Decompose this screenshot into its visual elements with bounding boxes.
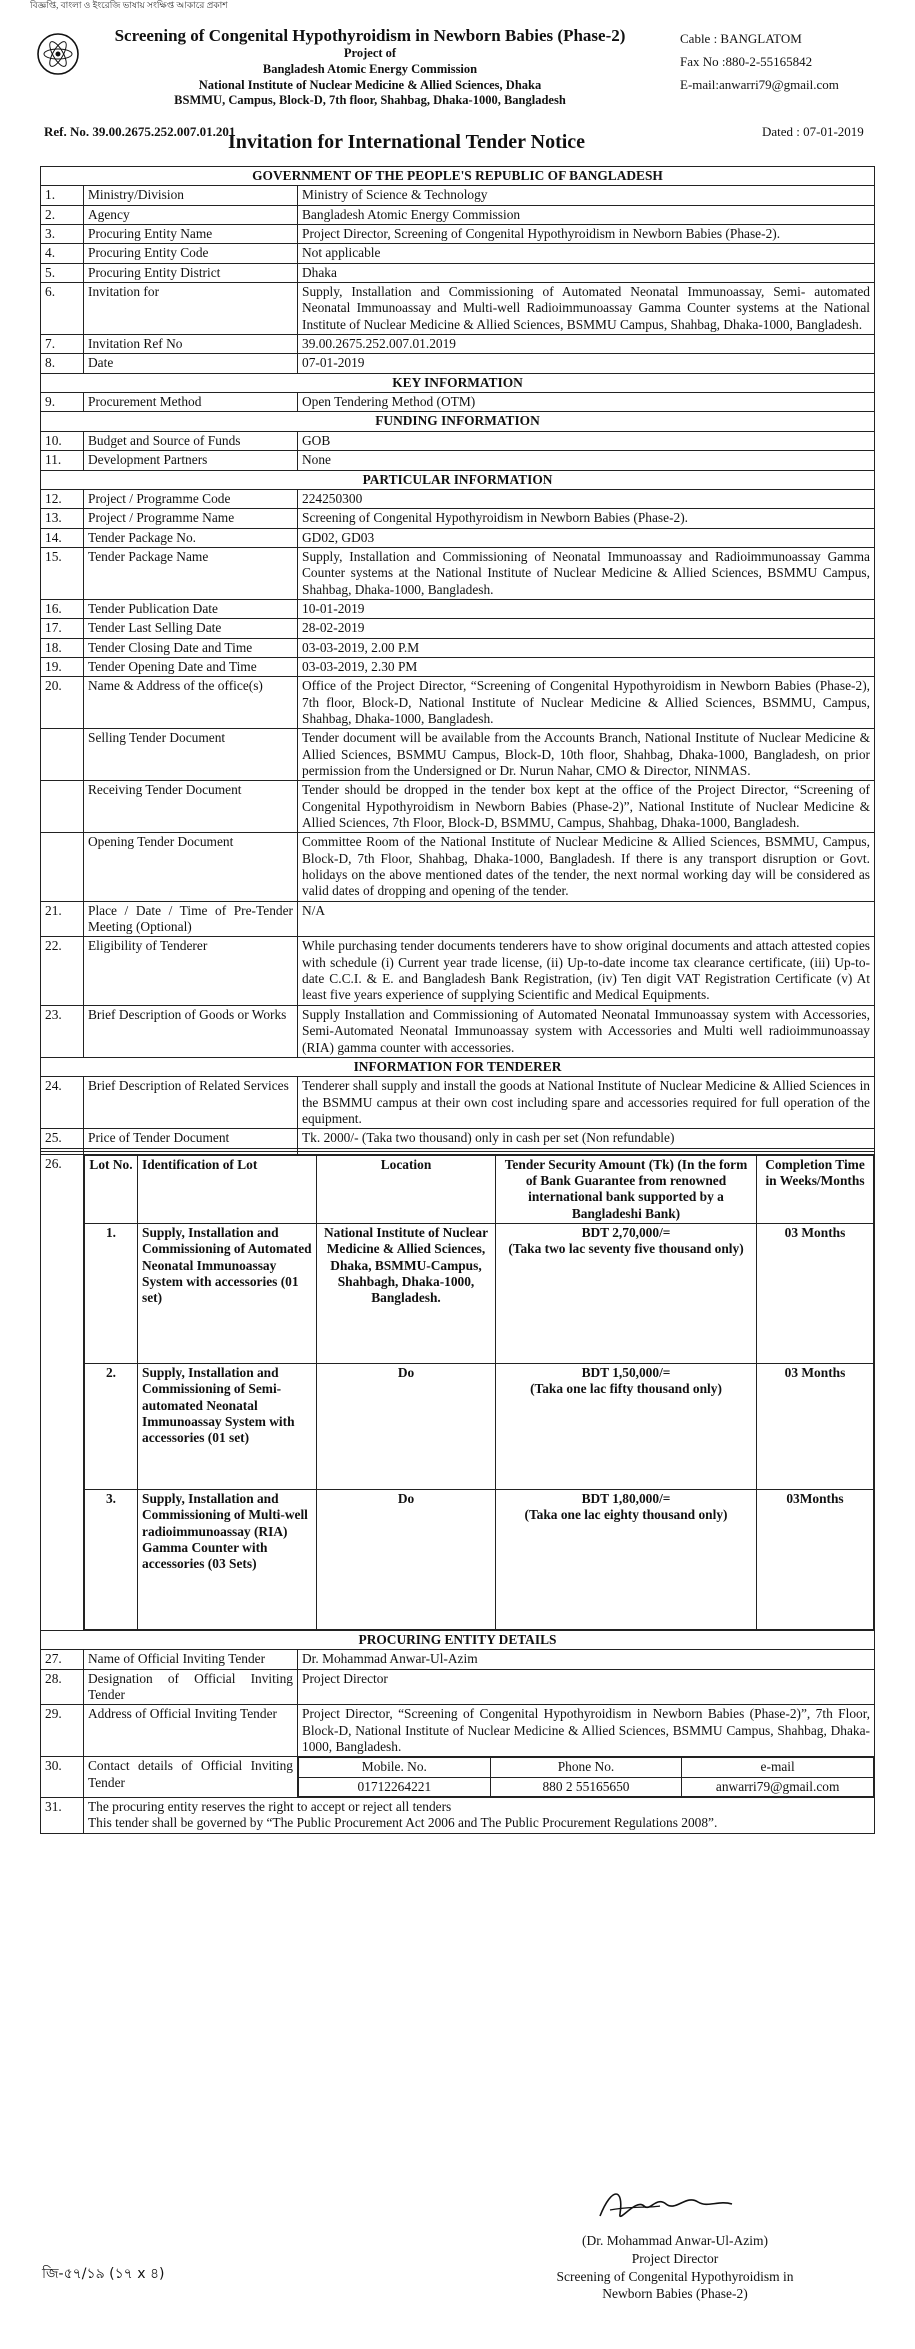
fax-text: Fax No :880-2-55165842 bbox=[680, 53, 813, 69]
section-heading: GOVERNMENT OF THE PEOPLE'S REPUBLIC OF BANGLADESH bbox=[41, 167, 875, 186]
lot-table bbox=[84, 1155, 874, 1630]
row-value: Tender should be dropped in the tender box kept at the office of the Project Director, “Screening of Congenital Hypothyroidism in Newborn Babies (Phase-2)”, National Institute of Nuclear Medicine & Allied Sciences, 7th Floor, Block-D, BSMMU, Campus, Shahbag, Dhaka-1000, Bangladesh. bbox=[298, 781, 875, 833]
row-number: 6. bbox=[41, 283, 84, 335]
lot-item-row bbox=[85, 1363, 874, 1489]
row-label: Project / Programme Code bbox=[84, 489, 298, 508]
lot-identification: Supply, Installation and Commissioning of Automated Neonatal Immunoassay System with accessories (01 set) bbox=[138, 1223, 317, 1363]
row-number: 12. bbox=[41, 489, 84, 508]
signature-block bbox=[30, 2170, 885, 2349]
lot-number: 3. bbox=[85, 1489, 138, 1629]
row-value: 224250300 bbox=[298, 489, 875, 508]
letterhead-contact bbox=[680, 28, 885, 96]
table-row bbox=[41, 431, 875, 450]
footer-code: জি-৫৭/১৯ (১৭ x ৪) bbox=[42, 2266, 165, 2282]
contact-cell bbox=[298, 1757, 875, 1798]
row-value: Dr. Mohammad Anwar-Ul-Azim bbox=[298, 1650, 875, 1669]
row-value: Supply, Installation and Commissioning of Neonatal Immunoassay and Radioimmunoassay Gamma Counter systems at the National Institute of Nuclear Medicine & Allied Sciences, BSMMU Campus, Shahbag, Dhaka-1000, Bangladesh. bbox=[298, 547, 875, 599]
row-value: N/A bbox=[298, 901, 875, 937]
lot-security bbox=[496, 1489, 757, 1629]
row-value: Tender document will be available from the Accounts Branch, National Institute of Nuclear Medicine & Allied Sciences, BSMMU Campus, Block-D, 10th floor, Shahbag, Dhaka-1000, Bangladesh, on prior permission from the Undersigned or Dr. Nurun Nahar, CMO & Director, NINMAS. bbox=[298, 729, 875, 781]
terms-line: This tender shall be governed by “The Public Procurement Act 2006 and The Public Procurement Regulations 2008”. bbox=[88, 1815, 718, 1831]
lot-amount: BDT 2,70,000/= bbox=[581, 1224, 671, 1240]
top-strip-text: বিজ্ঞপ্তি, বাংলা ও ইংরেজি ভাষায় সংক্ষিপ্ত আকারে প্রকাশ bbox=[30, 0, 228, 10]
lot-item-row bbox=[85, 1489, 874, 1629]
contact-header: e-mail bbox=[682, 1758, 874, 1777]
project-title: Screening of Congenital Hypothyroidism in Newborn Babies (Phase-2) bbox=[114, 26, 626, 45]
section-heading: INFORMATION FOR TENDERER bbox=[41, 1057, 875, 1076]
row-label: Selling Tender Document bbox=[84, 729, 298, 781]
row-value: Committee Room of the National Institute of Nuclear Medicine & Allied Sciences, BSMMU, Campus, Block-D, 7th Floor, Shahbag, Dhaka-1000, Bangladesh. If there is any transport disruption or Govt. holidays on the above mentioned dates of the tender, the next normal working day will be considered as valid dates of dropping and opening of the tender. bbox=[298, 833, 875, 901]
row-label: Procuring Entity District bbox=[84, 263, 298, 282]
row-value bbox=[84, 1798, 875, 1834]
table-row bbox=[41, 1005, 875, 1057]
contact-value-row bbox=[299, 1777, 874, 1796]
row-value: Open Tendering Method (OTM) bbox=[298, 393, 875, 412]
contact-email[interactable]: anwarri79@gmail.com bbox=[682, 1777, 874, 1796]
lot-number: 1. bbox=[85, 1223, 138, 1363]
email-text: E-mail:anwarri79@gmail.com bbox=[680, 76, 839, 92]
tender-table bbox=[40, 166, 875, 1834]
lot-identification: Supply, Installation and Commissioning of Semi-automated Neonatal Immunoassay System with accessories (01 set) bbox=[138, 1363, 317, 1489]
notice-title: Invitation for International Tender Notice bbox=[228, 131, 586, 153]
table-row bbox=[41, 1798, 875, 1834]
row-label: Procuring Entity Code bbox=[84, 244, 298, 263]
row-value: Project Director bbox=[298, 1669, 875, 1705]
table-row bbox=[41, 937, 875, 1005]
row-number bbox=[41, 833, 84, 901]
contact-header-row bbox=[299, 1758, 874, 1777]
row-label: Price of Tender Document bbox=[84, 1129, 298, 1148]
row-label: Tender Package Name bbox=[84, 547, 298, 599]
lot-amount: BDT 1,50,000/= bbox=[581, 1364, 671, 1380]
lot-completion-time: 03Months bbox=[757, 1489, 874, 1629]
row-label: Date bbox=[84, 354, 298, 373]
row-number: 14. bbox=[41, 528, 84, 547]
row-label: Eligibility of Tenderer bbox=[84, 937, 298, 1005]
row-value: Tenderer shall supply and install the goods at National Institute of Nuclear Medicine & Allied Sciences in the BSMMU campus at their own cost including spare and accessories required for full operation of the equipment. bbox=[298, 1077, 875, 1129]
section-row bbox=[41, 412, 875, 431]
row-value: Tk. 2000/- (Taka two thousand) only in cash per set (Non refundable) bbox=[298, 1129, 875, 1148]
row-label: Opening Tender Document bbox=[84, 833, 298, 901]
row-number: 27. bbox=[41, 1650, 84, 1669]
row-number: 22. bbox=[41, 937, 84, 1005]
table-row bbox=[41, 833, 875, 901]
table-row bbox=[41, 1650, 875, 1669]
lot-location: Do bbox=[317, 1489, 496, 1629]
lot-header-row bbox=[85, 1155, 874, 1223]
row-number: 8. bbox=[41, 354, 84, 373]
row-number: 10. bbox=[41, 431, 84, 450]
row-label: Tender Package No. bbox=[84, 528, 298, 547]
row-label: Procurement Method bbox=[84, 393, 298, 412]
table-row bbox=[41, 393, 875, 412]
row-label: Project / Programme Name bbox=[84, 509, 298, 528]
table-row bbox=[41, 335, 875, 354]
row-number: 15. bbox=[41, 547, 84, 599]
row-value: Office of the Project Director, “Screening of Congenital Hypothyroidism in Newborn Babies (Phase-2), 7th floor, Block-D, National Institute of Nuclear Medicine & Allied Sciences, BSMMU, Campus, Shahbag, Dhaka-1000, Bangladesh. bbox=[298, 677, 875, 729]
table-row bbox=[41, 244, 875, 263]
letterhead-center bbox=[90, 26, 650, 109]
table-row bbox=[41, 729, 875, 781]
lot-header-cell: Completion Time in Weeks/Months bbox=[757, 1155, 874, 1223]
row-value: 10-01-2019 bbox=[298, 599, 875, 618]
contact-mobile: 01712264221 bbox=[299, 1777, 491, 1796]
table-row bbox=[41, 225, 875, 244]
table-row bbox=[41, 263, 875, 282]
signature-scribble-icon bbox=[590, 2180, 740, 2230]
row-value: Project Director, “Screening of Congenital Hypothyroidism in Newborn Babies (Phase-2)”, 7th Floor, Block-D, National Institute of Nuclear Medicine & Allied Sciences, BSMMU Campus, Shahbag, Dhaka-1000, Bangladesh. bbox=[298, 1705, 875, 1757]
table-row bbox=[41, 547, 875, 599]
signatory-org: Screening of Congenital Hypothyroidism in bbox=[556, 2268, 794, 2284]
table-row bbox=[41, 489, 875, 508]
contact-phone: 880 2 55165650 bbox=[490, 1777, 682, 1796]
table-row bbox=[41, 528, 875, 547]
row-value: Not applicable bbox=[298, 244, 875, 263]
row-value: Supply, Installation and Commissioning of Automated Neonatal Immunoassay, Semi- automated Neonatal Immunoassay and Multi-well Radioimmunoassay Gamma Counter systems at the National Institute of Nuclear Medicine & Allied Sciences, BSMMU Campus, Shahbag, Dhaka-1000, Bangladesh. bbox=[298, 283, 875, 335]
row-number: 29. bbox=[41, 1705, 84, 1757]
table-row bbox=[41, 619, 875, 638]
row-label: Tender Last Selling Date bbox=[84, 619, 298, 638]
row-number: 9. bbox=[41, 393, 84, 412]
section-row bbox=[41, 470, 875, 489]
table-row bbox=[41, 509, 875, 528]
row-label: Brief Description of Goods or Works bbox=[84, 1005, 298, 1057]
lot-amount-words: (Taka one lac eighty thousand only) bbox=[524, 1507, 728, 1523]
row-number: 13. bbox=[41, 509, 84, 528]
table-row bbox=[41, 283, 875, 335]
row-label: Invitation Ref No bbox=[84, 335, 298, 354]
row-label: Procuring Entity Name bbox=[84, 225, 298, 244]
row-number: 7. bbox=[41, 335, 84, 354]
letterhead-line: BSMMU, Campus, Block-D, 7th floor, Shahbag, Dhaka-1000, Bangladesh bbox=[174, 93, 566, 108]
table-row bbox=[41, 1669, 875, 1705]
table-row bbox=[41, 657, 875, 676]
contact-table bbox=[298, 1757, 874, 1797]
row-label: Agency bbox=[84, 205, 298, 224]
lot-location: Do bbox=[317, 1363, 496, 1489]
table-row bbox=[41, 677, 875, 729]
lot-security bbox=[496, 1363, 757, 1489]
row-number: 28. bbox=[41, 1669, 84, 1705]
letterhead-line: Bangladesh Atomic Energy Commission bbox=[262, 62, 478, 77]
row-number: 23. bbox=[41, 1005, 84, 1057]
row-value: Supply Installation and Commissioning of Automated Neonatal Immunoassay system with Accessories, Semi-Automated Neonatal Immunoassay system with Accessories and Multi well radioimmunoassay (RIA) gamma counter with accessories. bbox=[298, 1005, 875, 1057]
row-value: 03-03-2019, 2.30 PM bbox=[298, 657, 875, 676]
row-value: Project Director, Screening of Congenital Hypothyroidism in Newborn Babies (Phase-2). bbox=[298, 225, 875, 244]
row-label: Ministry/Division bbox=[84, 186, 298, 205]
lot-header-cell: Lot No. bbox=[85, 1155, 138, 1223]
lot-row bbox=[41, 1154, 875, 1630]
row-value: Screening of Congenital Hypothyroidism in Newborn Babies (Phase-2). bbox=[298, 509, 875, 528]
lot-header-cell: Location bbox=[317, 1155, 496, 1223]
row-label: Place / Date / Time of Pre-Tender Meeting (Optional) bbox=[84, 901, 298, 937]
row-value: Bangladesh Atomic Energy Commission bbox=[298, 205, 875, 224]
row-number: 26. bbox=[41, 1154, 84, 1630]
row-number: 5. bbox=[41, 263, 84, 282]
contact-header: Phone No. bbox=[490, 1758, 682, 1777]
row-number: 19. bbox=[41, 657, 84, 676]
section-heading: PROCURING ENTITY DETAILS bbox=[41, 1630, 875, 1649]
section-row bbox=[41, 1630, 875, 1649]
row-number: 1. bbox=[41, 186, 84, 205]
row-value: While purchasing tender documents tenderers have to show original documents and attach attested copies with schedule (i) Current year trade license, (ii) Up-to-date income tax clearance certificate, (iii) Up-to-date C.C.I. & E. and Bangladesh Bank Registration, (iv) Ten digit VAT Registration Certificate (v) At least five years experience of supplying Scientific and Medical Equipments. bbox=[298, 937, 875, 1005]
row-number: 17. bbox=[41, 619, 84, 638]
row-label: Name & Address of the office(s) bbox=[84, 677, 298, 729]
row-value: None bbox=[298, 451, 875, 470]
signatory-org: Newborn Babies (Phase-2) bbox=[602, 2286, 748, 2302]
row-label: Receiving Tender Document bbox=[84, 781, 298, 833]
table-row bbox=[41, 1705, 875, 1757]
row-value: Ministry of Science & Technology bbox=[298, 186, 875, 205]
row-label: Budget and Source of Funds bbox=[84, 431, 298, 450]
lot-amount: BDT 1,80,000/= bbox=[581, 1490, 671, 1506]
row-label: Tender Publication Date bbox=[84, 599, 298, 618]
table-row bbox=[41, 599, 875, 618]
lot-number: 2. bbox=[85, 1363, 138, 1489]
lot-item-row bbox=[85, 1223, 874, 1363]
signatory-name: (Dr. Mohammad Anwar-Ul-Azim) bbox=[581, 2233, 769, 2248]
lot-amount-words: (Taka two lac seventy five thousand only) bbox=[508, 1241, 744, 1257]
contact-row bbox=[41, 1757, 875, 1798]
contact-header: Mobile. No. bbox=[299, 1758, 491, 1777]
row-number: 2. bbox=[41, 205, 84, 224]
lot-header-cell: Tender Security Amount (Tk) (In the form of Bank Guarantee from renowned international bank supported by a Bangladeshi Bank) bbox=[496, 1155, 757, 1223]
table-row bbox=[41, 186, 875, 205]
section-heading: PARTICULAR INFORMATION bbox=[41, 470, 875, 489]
reference-row bbox=[30, 116, 885, 160]
letterhead-line: Project of bbox=[343, 46, 397, 61]
lot-security bbox=[496, 1223, 757, 1363]
lot-amount-words: (Taka one lac fifty thousand only) bbox=[530, 1381, 722, 1397]
row-number: 30. bbox=[41, 1757, 84, 1798]
row-number: 16. bbox=[41, 599, 84, 618]
lot-cell bbox=[84, 1154, 875, 1630]
section-heading: KEY INFORMATION bbox=[41, 373, 875, 392]
table-row bbox=[41, 1129, 875, 1148]
row-number: 21. bbox=[41, 901, 84, 937]
row-value: 28-02-2019 bbox=[298, 619, 875, 638]
row-label: Tender Opening Date and Time bbox=[84, 657, 298, 676]
lot-completion-time: 03 Months bbox=[757, 1223, 874, 1363]
row-number: 20. bbox=[41, 677, 84, 729]
table-row bbox=[41, 205, 875, 224]
row-value: GD02, GD03 bbox=[298, 528, 875, 547]
letterhead bbox=[30, 12, 885, 112]
atom-logo-icon bbox=[36, 32, 80, 76]
row-number bbox=[41, 781, 84, 833]
table-row bbox=[41, 354, 875, 373]
table-row bbox=[41, 638, 875, 657]
signatory-title: Project Director bbox=[631, 2250, 719, 2266]
row-number: 11. bbox=[41, 451, 84, 470]
row-number: 31. bbox=[41, 1798, 84, 1834]
row-value: 07-01-2019 bbox=[298, 354, 875, 373]
lot-identification: Supply, Installation and Commissioning of Multi-well radioimmunoassay (RIA) Gamma Counter with accessories (03 Sets) bbox=[138, 1489, 317, 1629]
table-row bbox=[41, 781, 875, 833]
lot-header-cell: Identification of Lot bbox=[138, 1155, 317, 1223]
row-value: 03-03-2019, 2.00 P.M bbox=[298, 638, 875, 657]
row-number: 4. bbox=[41, 244, 84, 263]
section-heading: FUNDING INFORMATION bbox=[41, 412, 875, 431]
row-label: Brief Description of Related Services bbox=[84, 1077, 298, 1129]
lot-location: National Institute of Nuclear Medicine & Allied Sciences, Dhaka, BSMMU-Campus, Shahbagh, Dhaka-1000, Bangladesh. bbox=[317, 1223, 496, 1363]
row-label: Contact details of Official Inviting Tender bbox=[84, 1757, 298, 1798]
row-label: Development Partners bbox=[84, 451, 298, 470]
cable-text: Cable : BANGLATOM bbox=[680, 31, 802, 46]
lot-completion-time: 03 Months bbox=[757, 1363, 874, 1489]
row-value: Dhaka bbox=[298, 263, 875, 282]
reference-number: Ref. No. 39.00.2675.252.007.01.201 bbox=[44, 124, 236, 139]
row-number: 24. bbox=[41, 1077, 84, 1129]
row-number: 3. bbox=[41, 225, 84, 244]
row-number: 18. bbox=[41, 638, 84, 657]
table-row bbox=[41, 901, 875, 937]
notice-date: Dated : 07-01-2019 bbox=[762, 124, 864, 139]
row-label: Designation of Official Inviting Tender bbox=[84, 1669, 298, 1705]
row-value: GOB bbox=[298, 431, 875, 450]
section-row bbox=[41, 1057, 875, 1076]
table-row bbox=[41, 1077, 875, 1129]
row-label: Name of Official Inviting Tender bbox=[84, 1650, 298, 1669]
letterhead-line: National Institute of Nuclear Medicine & Allied Sciences, Dhaka bbox=[198, 77, 542, 92]
row-value: 39.00.2675.252.007.01.2019 bbox=[298, 335, 875, 354]
terms-line: The procuring entity reserves the right to accept or reject all tenders bbox=[88, 1799, 452, 1815]
row-number bbox=[41, 729, 84, 781]
row-label: Tender Closing Date and Time bbox=[84, 638, 298, 657]
section-row bbox=[41, 167, 875, 186]
row-label: Address of Official Inviting Tender bbox=[84, 1705, 298, 1757]
row-label: Invitation for bbox=[84, 283, 298, 335]
table-row bbox=[41, 451, 875, 470]
signatory bbox=[510, 2232, 840, 2303]
row-number: 25. bbox=[41, 1129, 84, 1148]
section-row bbox=[41, 373, 875, 392]
